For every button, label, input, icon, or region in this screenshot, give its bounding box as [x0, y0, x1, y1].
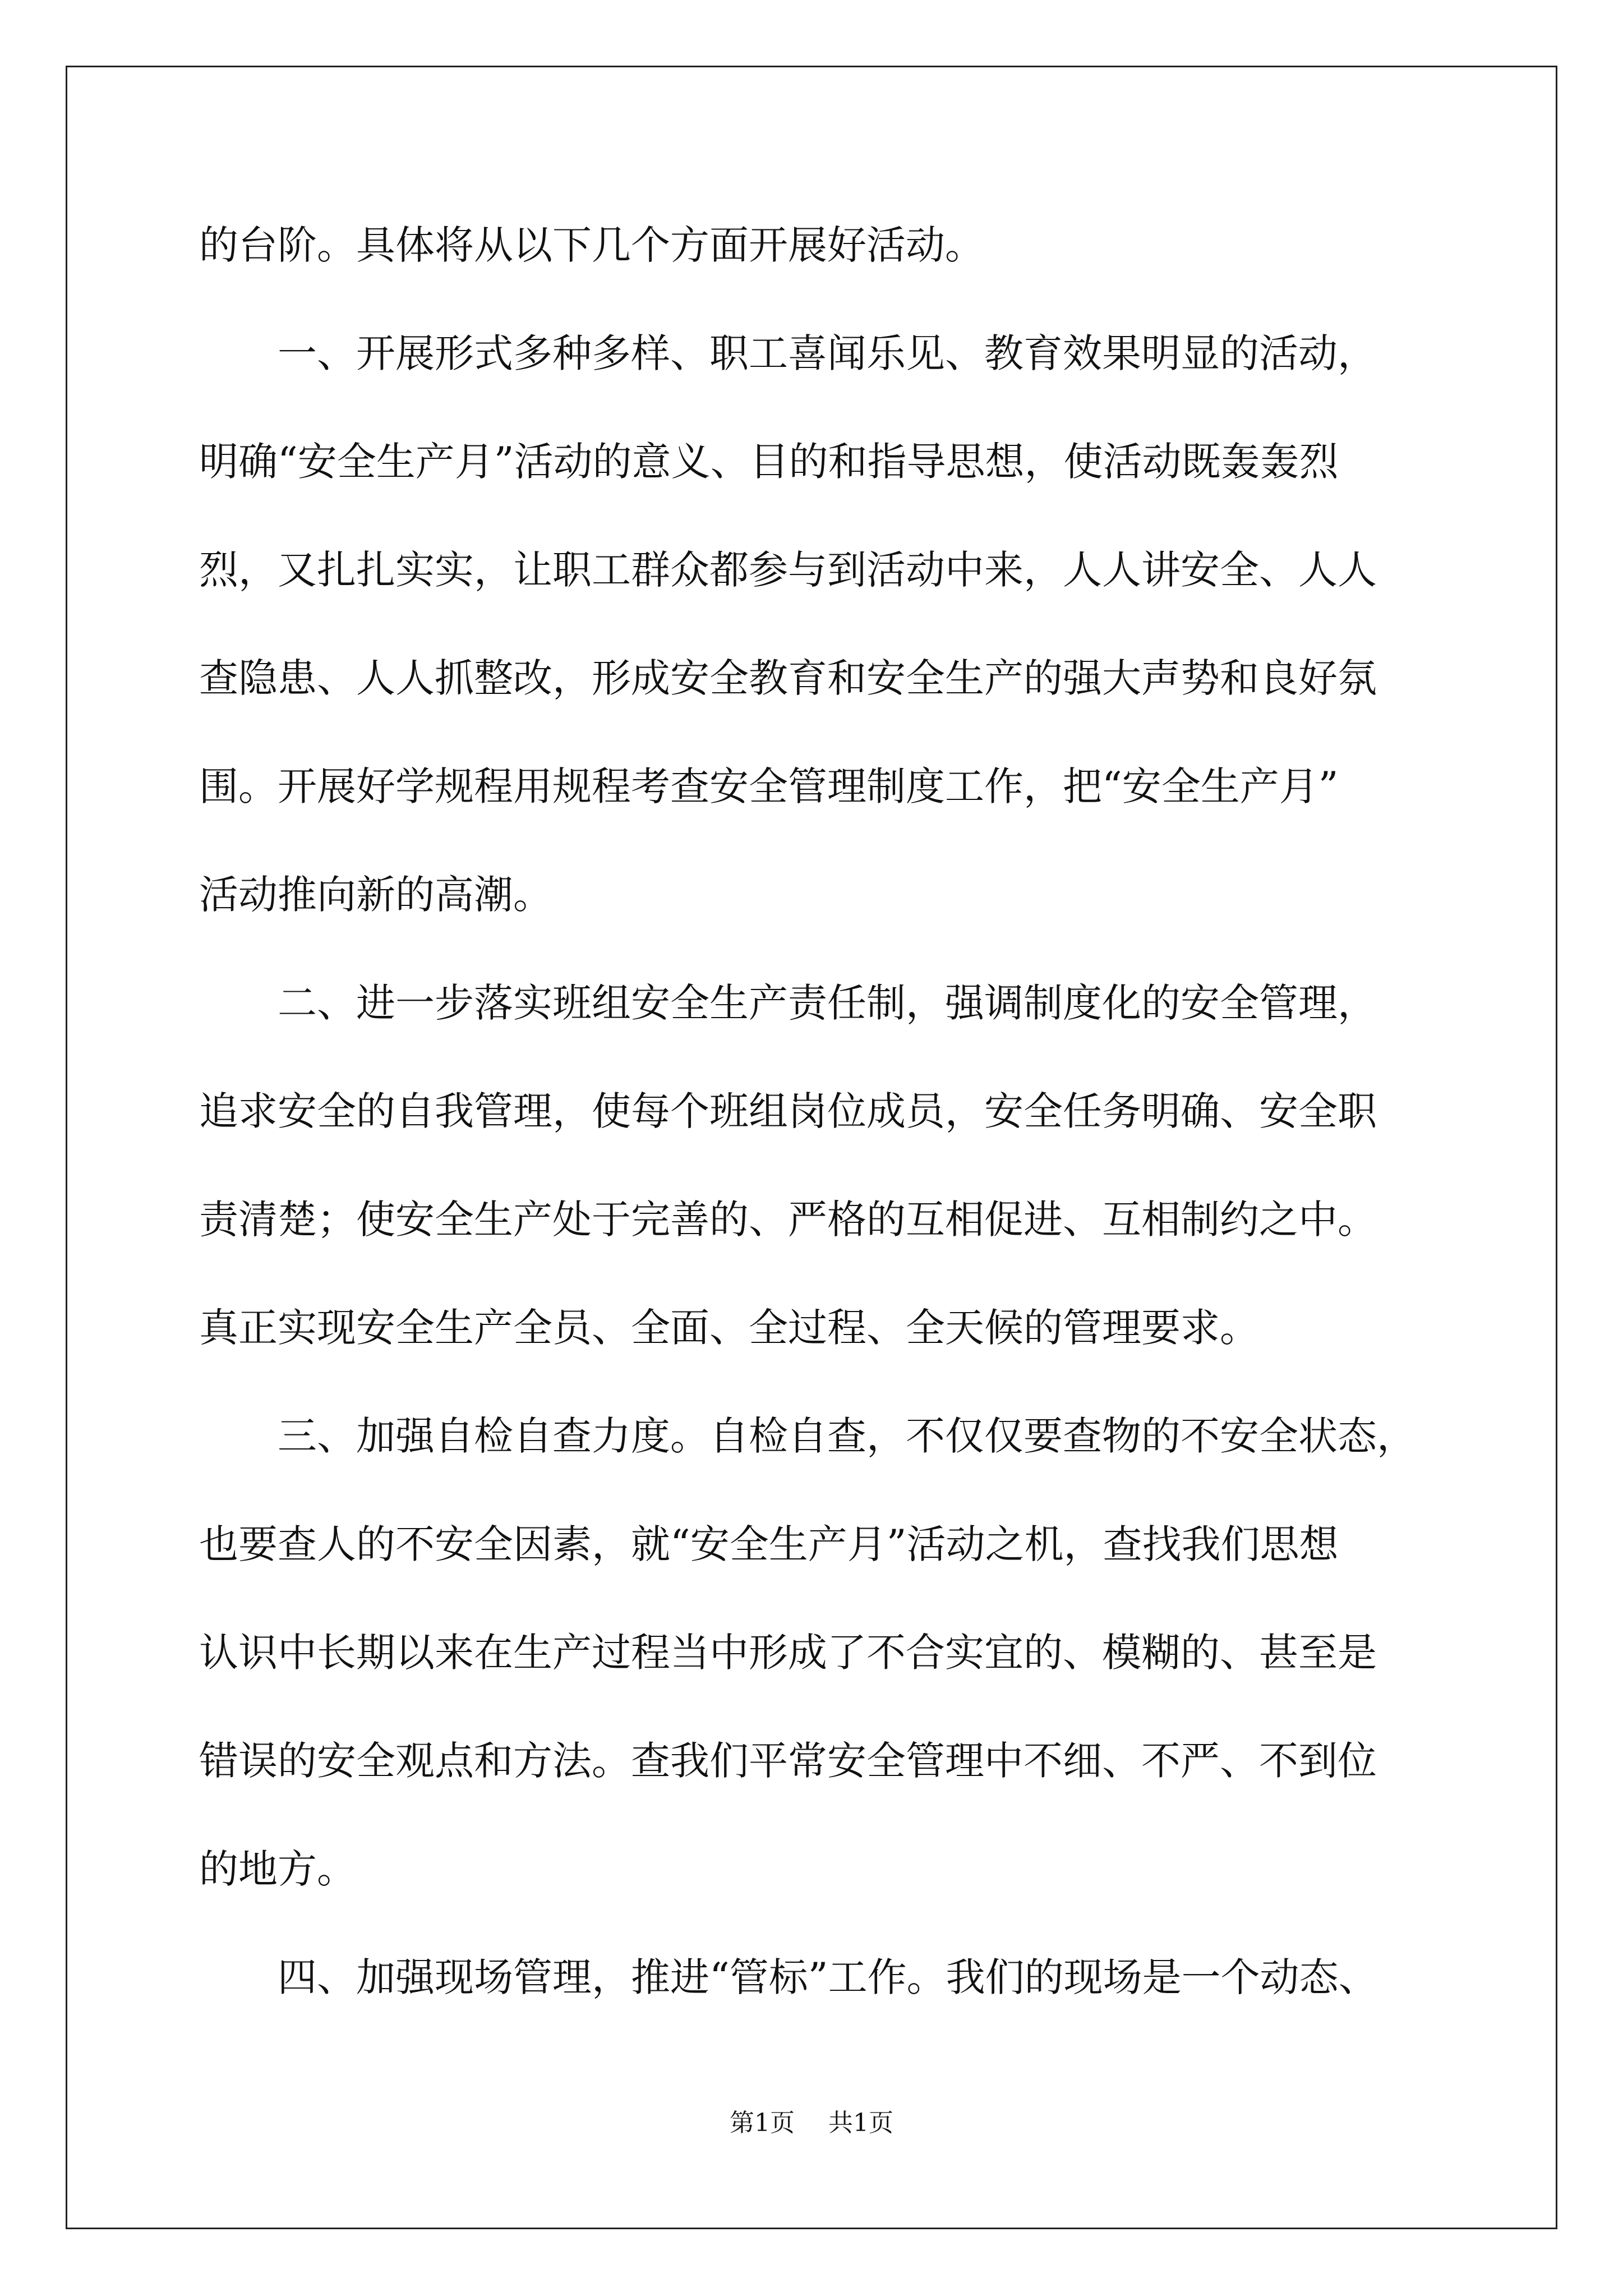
text-line-8: 二、进一步落实班组安全生产责任制，强调制度化的安全管理， — [199, 980, 1377, 1026]
text-line-12: 三、加强自检自查力度。自检自查，不仅仅要查物的不安全状态， — [199, 1413, 1416, 1459]
text-line-11: 真正实现安全生产全员、全面、全过程、全天候的管理要求。 — [199, 1305, 1259, 1351]
text-line-16: 的地方。 — [199, 1846, 356, 1892]
page-footer — [0, 2106, 1623, 2140]
text-line-5: 查隐患、人人抓整改，形成安全教育和安全生产的强大声势和良好氛 — [199, 655, 1377, 701]
text-line-10: 责清楚；使安全生产处于完善的、严格的互相促进、互相制约之中。 — [199, 1197, 1377, 1243]
text-line-4: 烈，又扎扎实实，让职工群众都参与到活动中来，人人讲安全、人人 — [199, 547, 1377, 593]
text-line-2: 一、开展形式多种多样、职工喜闻乐见、教育效果明显的活动， — [199, 330, 1377, 376]
text-line-14: 认识中长期以来在生产过程当中形成了不合实宜的、模糊的、甚至是 — [199, 1630, 1377, 1676]
text-line-9: 追求安全的自我管理，使每个班组岗位成员，安全任务明确、安全职 — [199, 1088, 1377, 1134]
text-line-1: 的台阶。具体将从以下几个方面开展好活动。 — [199, 222, 984, 268]
page-total: 共1页 — [828, 2109, 893, 2137]
page-number: 第1页 — [730, 2109, 795, 2137]
text-line-13: 也要查人的不安全因素，就“安全生产月”活动之机，查找我们思想 — [199, 1521, 1339, 1567]
text-line-3: 明确“安全生产月”活动的意义、目的和指导思想，使活动既轰轰烈 — [199, 439, 1339, 485]
text-line-6: 围。开展好学规程用规程考查安全管理制度工作，把“安全生产月” — [199, 763, 1339, 809]
text-line-7: 活动推向新的高潮。 — [199, 872, 552, 918]
text-line-17: 四、加强现场管理，推进“管标”工作。我们的现场是一个动态、 — [199, 1954, 1378, 2000]
text-line-15: 错误的安全观点和方法。查我们平常安全管理中不细、不严、不到位 — [199, 1738, 1377, 1784]
